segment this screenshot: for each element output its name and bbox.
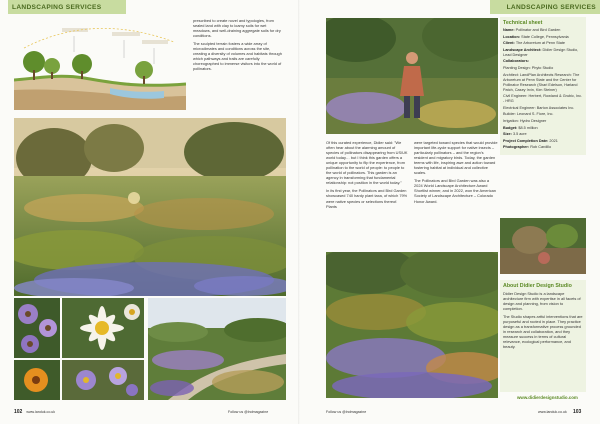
woman-in-garden-photo	[326, 18, 498, 134]
right-page-text-column-b	[414, 140, 498, 250]
tech-value: State College, Pennsylvania	[521, 34, 569, 39]
page-number: 103	[573, 409, 582, 415]
technical-sheet-body	[500, 28, 586, 155]
tech-row	[503, 66, 583, 71]
tech-value: Didier Design Studio, Lead Designer	[503, 47, 579, 57]
tech-value: Electrical Engineer: Barton Associates Inc.	[503, 105, 575, 110]
tech-row	[503, 132, 583, 137]
orange-flower-photo	[14, 360, 60, 400]
tech-value: $8.5 million	[518, 125, 538, 130]
tech-label: Budget:	[503, 125, 518, 130]
plant-closeup-photo	[500, 218, 586, 274]
section-label: LANDSCAPING SERVICES	[12, 3, 102, 11]
tech-value: The Arboretum at Penn State	[515, 41, 565, 46]
tech-label: Client:	[503, 41, 515, 46]
tech-label: Photographer:	[503, 145, 530, 150]
meadow-trail-photo	[326, 252, 498, 398]
footer-social: Follow us @lndmagazine	[228, 410, 269, 414]
tech-value: 3.5 acre	[512, 132, 527, 137]
tech-value: 2021	[549, 138, 558, 143]
paragraph: The sculpted terrain fosters a wide array of microclimates and conditions across the site, creating a diversity of volumes and habitats through which pathways and trails are carefully choreographed to immerse visitors into the world of pollinators.	[193, 41, 282, 72]
purple-coneflower-photo	[14, 298, 60, 358]
about-body	[500, 291, 586, 350]
section-label: LANDSCAPING SERVICES	[506, 3, 596, 11]
garden-pathway-photo	[148, 298, 286, 400]
tech-row	[503, 126, 583, 131]
tech-row	[503, 145, 583, 150]
paragraph: The Studio shapes artful interventions that are purposeful and rooted in place. They practice design as a transformative process grounded in research and collaboration, and they measure success in terms of cultural relevance, ecological performance, and beauty.	[503, 314, 583, 350]
left-footer	[14, 409, 286, 415]
paragraph: were targeted toward species that would provide important life-cycle support for native insects – particularly pollinators – and the region's resident and migratory birds. Today, the garden teems with life, inspiring awe and action toward fostering habitat at individual and collective scales.	[414, 140, 498, 176]
tech-row	[503, 48, 583, 58]
meadow-sunset-photo	[14, 118, 286, 296]
tech-row	[503, 59, 583, 64]
tech-label: Size:	[503, 132, 512, 137]
studio-website-link[interactable]: www.didierdesignstudio.com	[517, 395, 578, 400]
about-studio-panel	[500, 280, 586, 392]
tech-label: Name:	[503, 28, 515, 32]
tech-row	[503, 94, 583, 104]
tech-row	[503, 139, 583, 144]
tech-value: Builder: Leonard S. Fiore, Inc.	[503, 112, 554, 117]
footer-social: Follow us @lndmagazine	[326, 410, 367, 414]
footer-website: www.landuk.co.uk	[26, 410, 56, 414]
tech-value: Irrigation: Hydro Designer	[503, 118, 547, 123]
white-daisy-photo	[62, 298, 144, 358]
tech-value: Architect: LandPlan Architects Research: The Arboretum at Penn State and the Center for Pollinator Research (Shari Edelson, Harland Patch, Casey Irvin, Kim Steiner)	[503, 72, 580, 92]
tech-value: Rob Cardillo	[530, 145, 552, 150]
left-page-text-column	[193, 18, 285, 124]
technical-sheet-panel	[500, 17, 586, 155]
paragraph: Of this curated experience, Didier said: "We often hear about the alarming amount of species of pollinators disappearing from US/UK world today… but I think this garden offers a unique opportunity to flip the experience, from pollination to the world of people: to people to the world of pollinators. This garden is an agency in transforming that fundamental relationship: not position in the world today."	[326, 140, 408, 186]
tech-label: Collaborators:	[503, 59, 529, 64]
section-header-right	[490, 0, 600, 14]
page-number: 102	[14, 409, 23, 415]
terrain-diagram-illustration	[14, 18, 186, 126]
about-heading: About Didier Design Studio	[503, 283, 572, 289]
tech-label: Location:	[503, 34, 521, 39]
tech-row	[503, 119, 583, 124]
tech-value: Civil Engineer: Herbert, Rowland & Grubic, Inc. - HRG	[503, 94, 583, 104]
footer-website: www.landuk.co.uk	[538, 410, 567, 414]
tech-row	[503, 106, 583, 111]
tech-row	[503, 35, 583, 40]
technical-sheet-heading: Technical sheet	[503, 20, 543, 26]
paragraph: In its first year, the Pollinators and Bird Garden showcased 740 hardy plant taxa, of which 79% were native species or selections thereof. Plants	[326, 188, 408, 209]
tech-row	[503, 41, 583, 46]
paragraph: Didier Design Studio is a landscape architecture firm with expertise in all facets of design and planning, from vision to completion.	[503, 291, 581, 312]
section-header-left	[8, 0, 126, 14]
tech-row	[503, 73, 583, 93]
tech-value: Planting Design: Phyto Studio	[503, 65, 554, 70]
paragraph: prescribed to create novel and typologies, from sealed land with clay to loamy soils for wet meadows, and well-draining aggregate soils for dry conditions.	[193, 18, 281, 39]
purple-aster-photo	[62, 360, 144, 400]
tech-row	[503, 28, 583, 33]
right-page-text-column-a	[326, 140, 408, 250]
tech-value: Pollinator and Bird Garden	[515, 28, 561, 32]
tech-label: Project Completion Date:	[503, 138, 549, 143]
paragraph: The Pollinators and Bird Garden was also a 2024 World Landscape Architecture Award Shortlist winner, and in 2022, won the American Society of Landscape Architecture – Colorado Honor Award.	[414, 178, 496, 204]
tech-label: Landscape Architect:	[503, 47, 542, 52]
tech-row	[503, 112, 583, 117]
